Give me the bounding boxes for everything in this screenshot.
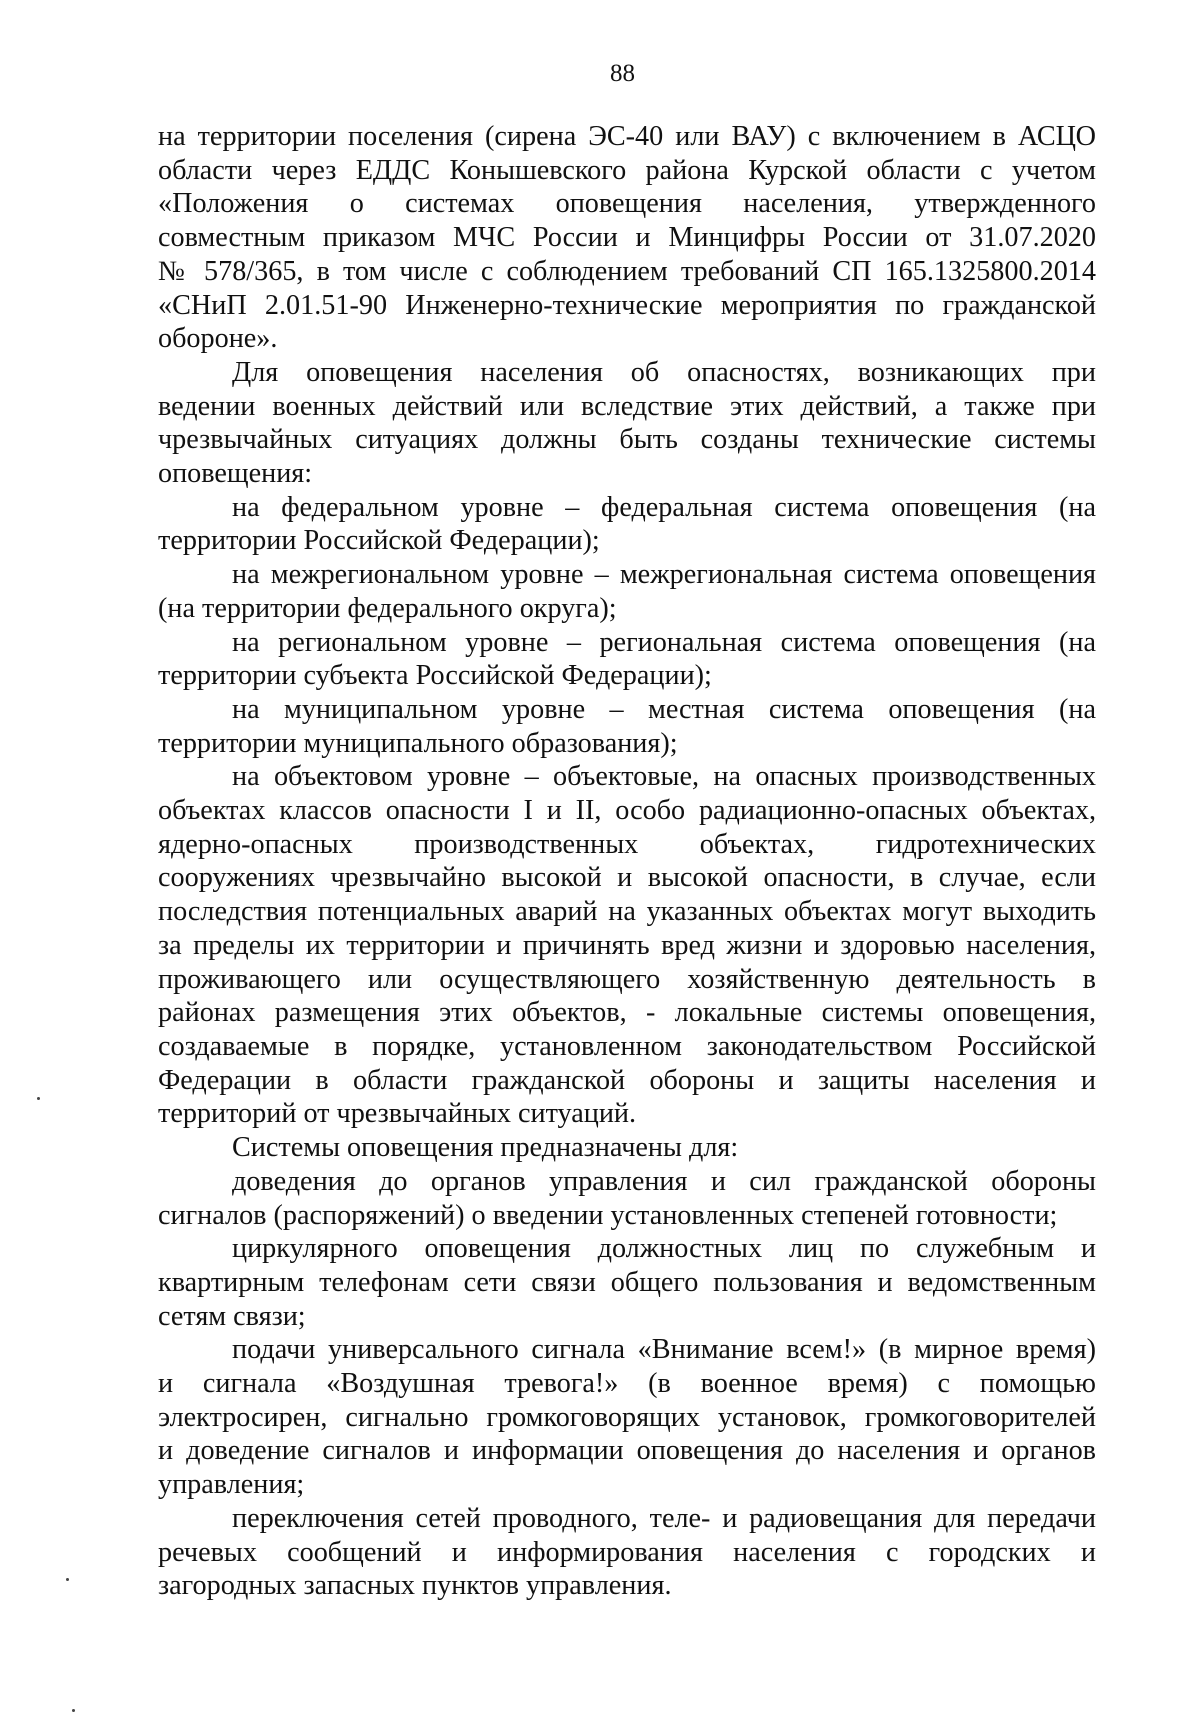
text-line: Федерации в области гражданской обороны и защиты населения и [158,1064,1096,1096]
text-line: территорий от чрезвычайных ситуаций. [158,1098,637,1130]
text-line: ядерно-опасных производственных объектах, гидротехнических [158,828,1096,860]
document-body [158,120,1096,1603]
text-line: квартирным телефонам сети связи общего пользования и ведомственным [158,1266,1096,1298]
text-line: на региональном уровне – региональная система оповещения (на [232,626,1096,658]
text-line: территории Российской Федерации); [158,525,600,557]
text-line: электросирен, сигнально громкоговорящих установок, громкоговорителей [158,1401,1096,1433]
text-line: (на территории федерального округа); [158,592,617,624]
text-line: Системы оповещения предназначены для: [232,1132,739,1164]
text-line: на объектовом уровне – объектовые, на опасных производственных [232,761,1096,793]
text-line: сооружениях чрезвычайно высокой и высокой опасности, в случае, если [158,862,1096,894]
text-line: доведения до органов управления и сил гражданской обороны [232,1165,1096,1197]
page-number: 88 [610,60,635,87]
text-line: создаваемые в порядке, установленном законодательством Российской [158,1030,1096,1062]
text-line: совместным приказом МЧС России и Минцифры России от 31.07.2020 [158,222,1096,254]
scan-speck [66,1578,69,1581]
text-line: «СНиП 2.01.51-90 Инженерно-технические мероприятия по гражданской [158,289,1096,321]
text-line: последствия потенциальных аварий на указанных объектах могут выходить [158,896,1096,928]
text-line: и сигнала «Воздушная тревога!» (в военное время) с помощью [158,1368,1096,1400]
text-line: объектах классов опасности I и II, особо радиационно-опасных объектах, [158,795,1096,827]
scan-speck [72,1709,75,1712]
text-line: циркулярного оповещения должностных лиц по служебным и [232,1233,1096,1265]
text-line: речевых сообщений и информирования населения с городских и [158,1536,1096,1568]
scan-speck [37,1097,40,1100]
text-line: на муниципальном уровне – местная система оповещения (на [232,693,1096,725]
text-line: районах размещения этих объектов, - локальные системы оповещения, [158,997,1096,1029]
text-line: проживающего или осуществляющего хозяйственную деятельность в [158,963,1096,995]
text-line: ведении военных действий или вследствие этих действий, а также при [158,390,1096,422]
text-line: обороне». [158,323,278,355]
text-line: «Положения о системах оповещения населения, утвержденного [158,188,1096,220]
text-line: области через ЕДДС Конышевского района Курской области с учетом [158,154,1096,186]
text-line: территории муниципального образования); [158,727,678,759]
text-line: на межрегиональном уровне – межрегиональная система оповещения [232,559,1096,591]
text-line: за пределы их территории и причинять вред жизни и здоровью населения, [158,929,1096,961]
text-line: Для оповещения населения об опасностях, возникающих при [232,356,1096,388]
text-line: оповещения: [158,458,313,490]
text-line: № 578/365, в том числе с соблюдением требований СП 165.1325800.2014 [158,255,1096,287]
text-line: чрезвычайных ситуациях должны быть созданы технические системы [158,424,1096,456]
text-line: управления; [158,1469,305,1501]
text-line: на федеральном уровне – федеральная система оповещения (на [232,491,1096,523]
text-line: территории субъекта Российской Федерации); [158,660,712,692]
text-line: сетям связи; [158,1300,306,1332]
text-line: загородных запасных пунктов управления. [158,1570,672,1602]
text-line: подачи универсального сигнала «Внимание всем!» (в мирное время) [232,1334,1096,1366]
text-line: переключения сетей проводного, теле- и радиовещания для передачи [232,1502,1096,1534]
text-line: сигналов (распоряжений) о введении установленных степеней готовности; [158,1199,1058,1231]
text-line: и доведение сигналов и информации оповещения до населения и органов [158,1435,1096,1467]
text-line: на территории поселения (сирена ЭС-40 или ВАУ) с включением в АСЦО [158,121,1096,152]
